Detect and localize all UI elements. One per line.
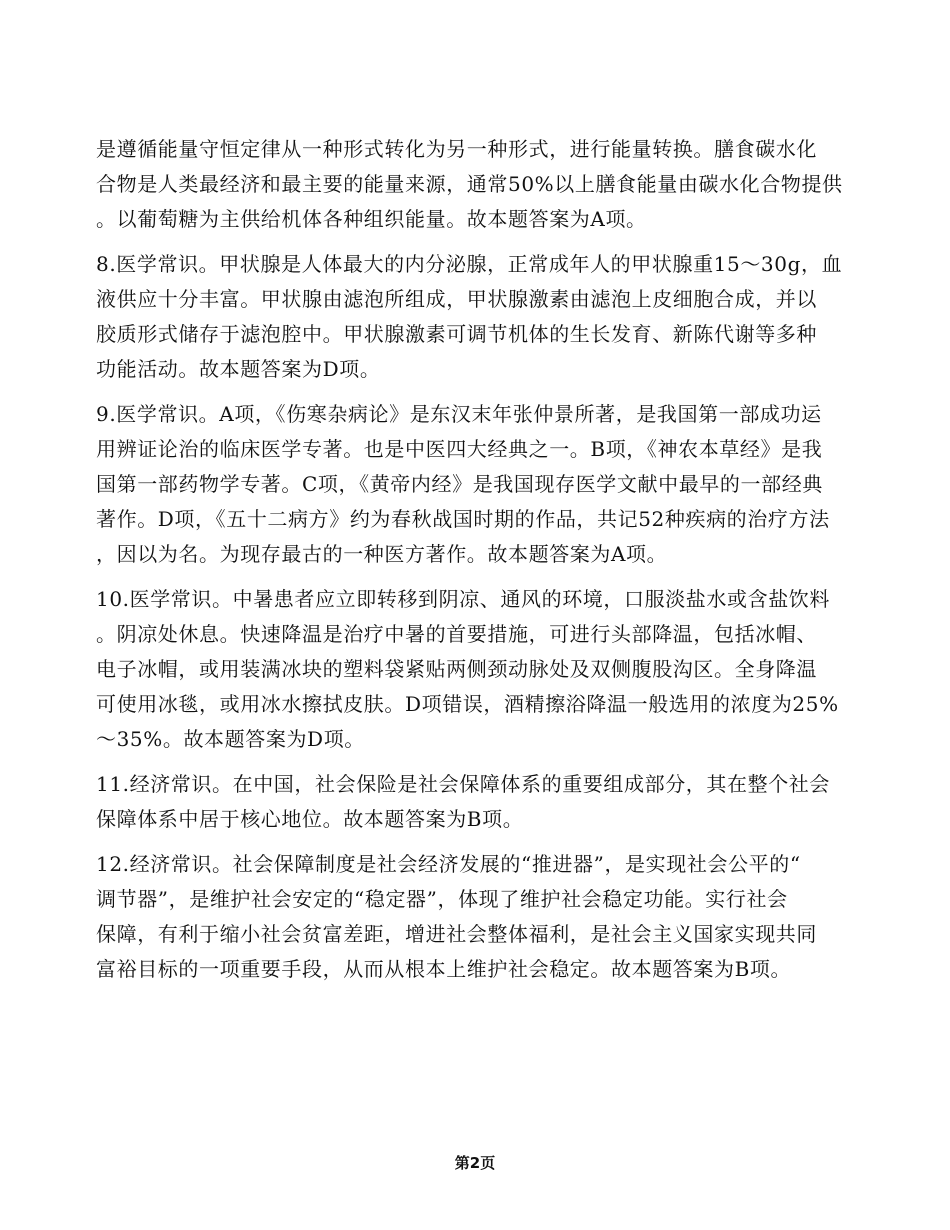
text-line: 用辨证论治的临床医学专著。也是中医四大经典之一。B项，《神农本草经》是我 xyxy=(96,437,823,461)
text-line: 功能活动。故本题答案为D项。 xyxy=(96,357,381,381)
text-line: 9.医学常识。A项，《伤寒杂病论》是东汉末年张仲景所著，是我国第一部成功运 xyxy=(96,402,822,426)
text-line: 可使用冰毯，或用冰水擦拭皮肤。D项错误，酒精擦浴降温一般选用的浓度为25% xyxy=(96,692,839,716)
text-line: ～35%。故本题答案为D项。 xyxy=(96,727,365,751)
text-line: 11.经济常识。在中国，社会保险是社会保障体系的重要组成部分，其在整个社会 xyxy=(96,772,831,796)
text-line: 12.经济常识。社会保障制度是社会经济发展的“推进器”，是实现社会公平的“ xyxy=(96,852,801,876)
text-line: 8.医学常识。甲状腺是人体最大的内分泌腺，正常成年人的甲状腺重15～30g，血 xyxy=(96,252,843,276)
text-line: 液供应十分丰富。甲状腺由滤泡所组成，甲状腺激素由滤泡上皮细胞合成，并以 xyxy=(96,287,817,311)
text-line: 。阴凉处休息。快速降温是治疗中暑的首要措施，可进行头部降温，包括冰帽、 xyxy=(96,622,817,646)
text-line: 保障体系中居于核心地位。故本题答案为B项。 xyxy=(96,807,524,831)
paragraph-answer-8 xyxy=(96,247,868,387)
text-line: 富裕目标的一项重要手段，从而从根本上维护社会稳定。故本题答案为B项。 xyxy=(96,957,792,981)
text-line: 胶质形式储存于滤泡腔中。甲状腺激素可调节机体的生长发育、新陈代谢等多种 xyxy=(96,322,817,346)
text-line: 。以葡萄糖为主供给机体各种组织能量。故本题答案为A项。 xyxy=(96,207,647,231)
paragraph-energy-continuation xyxy=(96,132,868,237)
paragraph-answer-11 xyxy=(96,767,868,837)
paragraph-answer-9 xyxy=(96,397,868,572)
text-line: 电子冰帽，或用装满冰块的塑料袋紧贴两侧颈动脉处及双侧腹股沟区。全身降温 xyxy=(96,657,817,681)
text-line: ，因以为名。为现存最古的一种医方著作。故本题答案为A项。 xyxy=(96,542,668,566)
text-line: 国第一部药物学专著。C项，《黄帝内经》是我国现存医学文献中最早的一部经典 xyxy=(96,472,823,496)
text-line: 10.医学常识。中暑患者应立即转移到阴凉、通风的环境，口服淡盐水或含盐饮料 xyxy=(96,587,831,611)
text-line: 著作。D项，《五十二病方》约为春秋战国时期的作品，共记52种疾病的治疗方法 xyxy=(96,507,830,531)
paragraph-answer-10 xyxy=(96,582,868,757)
text-line: 是遵循能量守恒定律从一种形式转化为另一种形式，进行能量转换。膳食碳水化 xyxy=(96,137,817,161)
answer-explanations xyxy=(96,132,868,997)
text-line: 调节器”，是维护社会安定的“稳定器”，体现了维护社会稳定功能。实行社会 xyxy=(96,887,788,911)
text-line: 合物是人类最经济和最主要的能量来源，通常50%以上膳食能量由碳水化合物提供 xyxy=(96,172,843,196)
paragraph-answer-12 xyxy=(96,847,868,987)
page-number: 第2页 xyxy=(454,1154,496,1172)
text-line: 保障，有利于缩小社会贫富差距，增进社会整体福利，是社会主义国家实现共同 xyxy=(96,922,817,946)
